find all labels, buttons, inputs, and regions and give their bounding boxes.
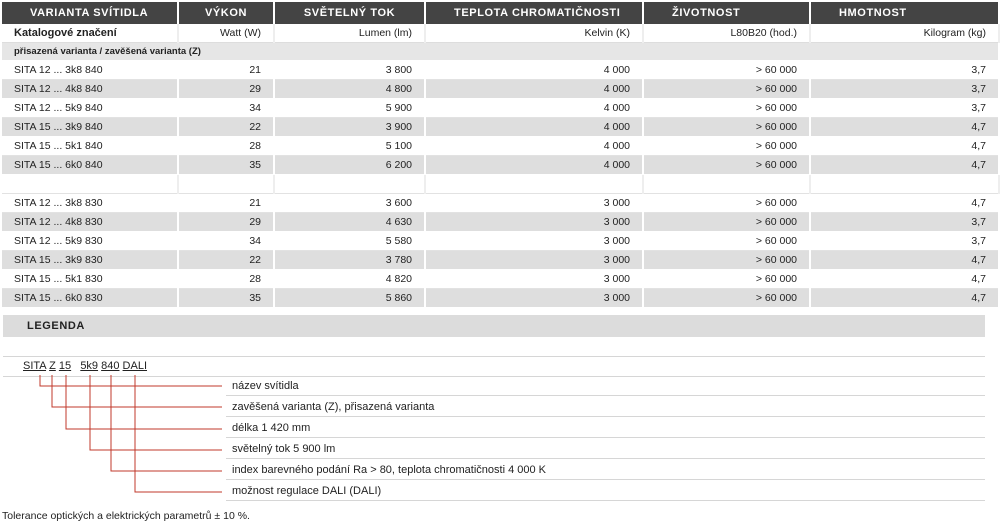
table-cell: 35 (178, 289, 274, 308)
connector-line (135, 375, 222, 492)
table-cell: 5 900 (274, 99, 425, 118)
legend-item-flux: světelný tok 5 900 lm (226, 439, 985, 459)
unit-cell: Watt (W) (178, 24, 274, 43)
table-cell: > 60 000 (643, 61, 810, 80)
table-cell: 4,7 (810, 194, 999, 213)
table-cell: 3 900 (274, 118, 425, 137)
table-cell: 4 000 (425, 137, 643, 156)
table-cell: 34 (178, 232, 274, 251)
table-cell: 4,7 (810, 251, 999, 270)
table-cell: 3 600 (274, 194, 425, 213)
table-cell: 4 000 (425, 118, 643, 137)
connector-line (111, 375, 222, 471)
table-cell: 6 200 (274, 156, 425, 175)
legend-item-variant: zavěšená varianta (Z), přisazená varianta (226, 397, 985, 417)
table-cell: 4 800 (274, 80, 425, 99)
table-cell: SITA 15 ... 6k0 830 (2, 289, 178, 308)
header-cell: TEPLOTA CHROMATIČNOSTI (425, 2, 643, 24)
table-cell: > 60 000 (643, 213, 810, 232)
code-part-flux: 5k9 (80, 360, 99, 372)
unit-cell: Katalogové značení (2, 24, 178, 43)
table-cell: SITA 12 ... 5k9 830 (2, 232, 178, 251)
table-cell: 21 (178, 194, 274, 213)
table-cell: > 60 000 (643, 80, 810, 99)
table-cell: SITA 15 ... 6k0 840 (2, 156, 178, 175)
table-cell: 3 780 (274, 251, 425, 270)
legend-item-dali: možnost regulace DALI (DALI) (226, 481, 985, 501)
legend-item-length: délka 1 420 mm (226, 418, 985, 438)
table-cell: SITA 15 ... 3k9 830 (2, 251, 178, 270)
code-part-name: SITA (23, 360, 47, 372)
table-cell: 3,7 (810, 80, 999, 99)
table-cell: > 60 000 (643, 251, 810, 270)
table-cell: 29 (178, 213, 274, 232)
table-cell: SITA 15 ... 5k1 840 (2, 137, 178, 156)
table-cell: 35 (178, 156, 274, 175)
table-cell: 3,7 (810, 213, 999, 232)
table-cell: SITA 15 ... 5k1 830 (2, 270, 178, 289)
table-cell: > 60 000 (643, 156, 810, 175)
header-cell: ŽIVOTNOST (643, 2, 810, 24)
connector-line (66, 375, 222, 429)
table-cell: SITA 12 ... 4k8 830 (2, 213, 178, 232)
table-cell: 5 580 (274, 232, 425, 251)
unit-cell: Kilogram (kg) (810, 24, 999, 43)
table-cell: SITA 12 ... 3k8 830 (2, 194, 178, 213)
table-cell: 29 (178, 80, 274, 99)
table-cell: 3 000 (425, 194, 643, 213)
table-cell: SITA 12 ... 5k9 840 (2, 99, 178, 118)
table-cell: 5 100 (274, 137, 425, 156)
table-cell: > 60 000 (643, 118, 810, 137)
table-cell: > 60 000 (643, 270, 810, 289)
header-cell: HMOTNOST (810, 2, 999, 24)
table-cell: > 60 000 (643, 194, 810, 213)
table-cell: 28 (178, 270, 274, 289)
table-cell: 3 000 (425, 251, 643, 270)
table-cell: 3 800 (274, 61, 425, 80)
code-part-variant: Z (49, 360, 56, 372)
code-part-color: 840 (101, 360, 120, 372)
table-cell: 4,7 (810, 289, 999, 308)
table-cell: SITA 12 ... 4k8 840 (2, 80, 178, 99)
table-cell: > 60 000 (643, 232, 810, 251)
connector-line (52, 375, 222, 407)
unit-cell: L80B20 (hod.) (643, 24, 810, 43)
table-cell: 22 (178, 118, 274, 137)
connector-line (40, 375, 222, 386)
table-cell: 28 (178, 137, 274, 156)
header-cell: SVĚTELNÝ TOK (274, 2, 425, 24)
table-cell: 4 820 (274, 270, 425, 289)
unit-cell: Lumen (lm) (274, 24, 425, 43)
table-cell: 4 000 (425, 61, 643, 80)
table-cell: 34 (178, 99, 274, 118)
table-cell: 4,7 (810, 118, 999, 137)
table-cell: 3 000 (425, 289, 643, 308)
group-label: přisazená varianta / zavěšená varianta (Z) (2, 43, 999, 61)
table-cell: 4,7 (810, 270, 999, 289)
code-part-dali: DALI (122, 360, 148, 372)
table-cell: 4 000 (425, 156, 643, 175)
table-cell: > 60 000 (643, 137, 810, 156)
table-cell: > 60 000 (643, 99, 810, 118)
code-part-length: 15 (58, 360, 72, 372)
header-cell: VÝKON (178, 2, 274, 24)
legend-item-name: název svítidla (226, 376, 985, 396)
unit-cell: Kelvin (K) (425, 24, 643, 43)
header-cell: VARIANTA SVÍTIDLA (2, 2, 178, 24)
table-cell: 3,7 (810, 61, 999, 80)
table-cell: 3 000 (425, 270, 643, 289)
table-cell: 4,7 (810, 137, 999, 156)
table-cell: 4,7 (810, 156, 999, 175)
table-cell: 3 000 (425, 213, 643, 232)
table-cell: 3,7 (810, 232, 999, 251)
table-cell: SITA 12 ... 3k8 840 (2, 61, 178, 80)
legend-item-color: index barevného podání Ra > 80, teplota chromatičnosti 4 000 K (226, 460, 985, 480)
table-cell: > 60 000 (643, 289, 810, 308)
table-cell: 21 (178, 61, 274, 80)
table-cell: 4 630 (274, 213, 425, 232)
table-cell: SITA 15 ... 3k9 840 (2, 118, 178, 137)
table-cell: 4 000 (425, 80, 643, 99)
tolerance-note: Tolerance optických a elektrických parametrů ± 10 %. (2, 510, 250, 522)
table-cell: 4 000 (425, 99, 643, 118)
legend-title: LEGENDA (3, 315, 985, 337)
table-cell: 5 860 (274, 289, 425, 308)
table-cell: 3,7 (810, 99, 999, 118)
table-cell: 3 000 (425, 232, 643, 251)
table-cell: 22 (178, 251, 274, 270)
